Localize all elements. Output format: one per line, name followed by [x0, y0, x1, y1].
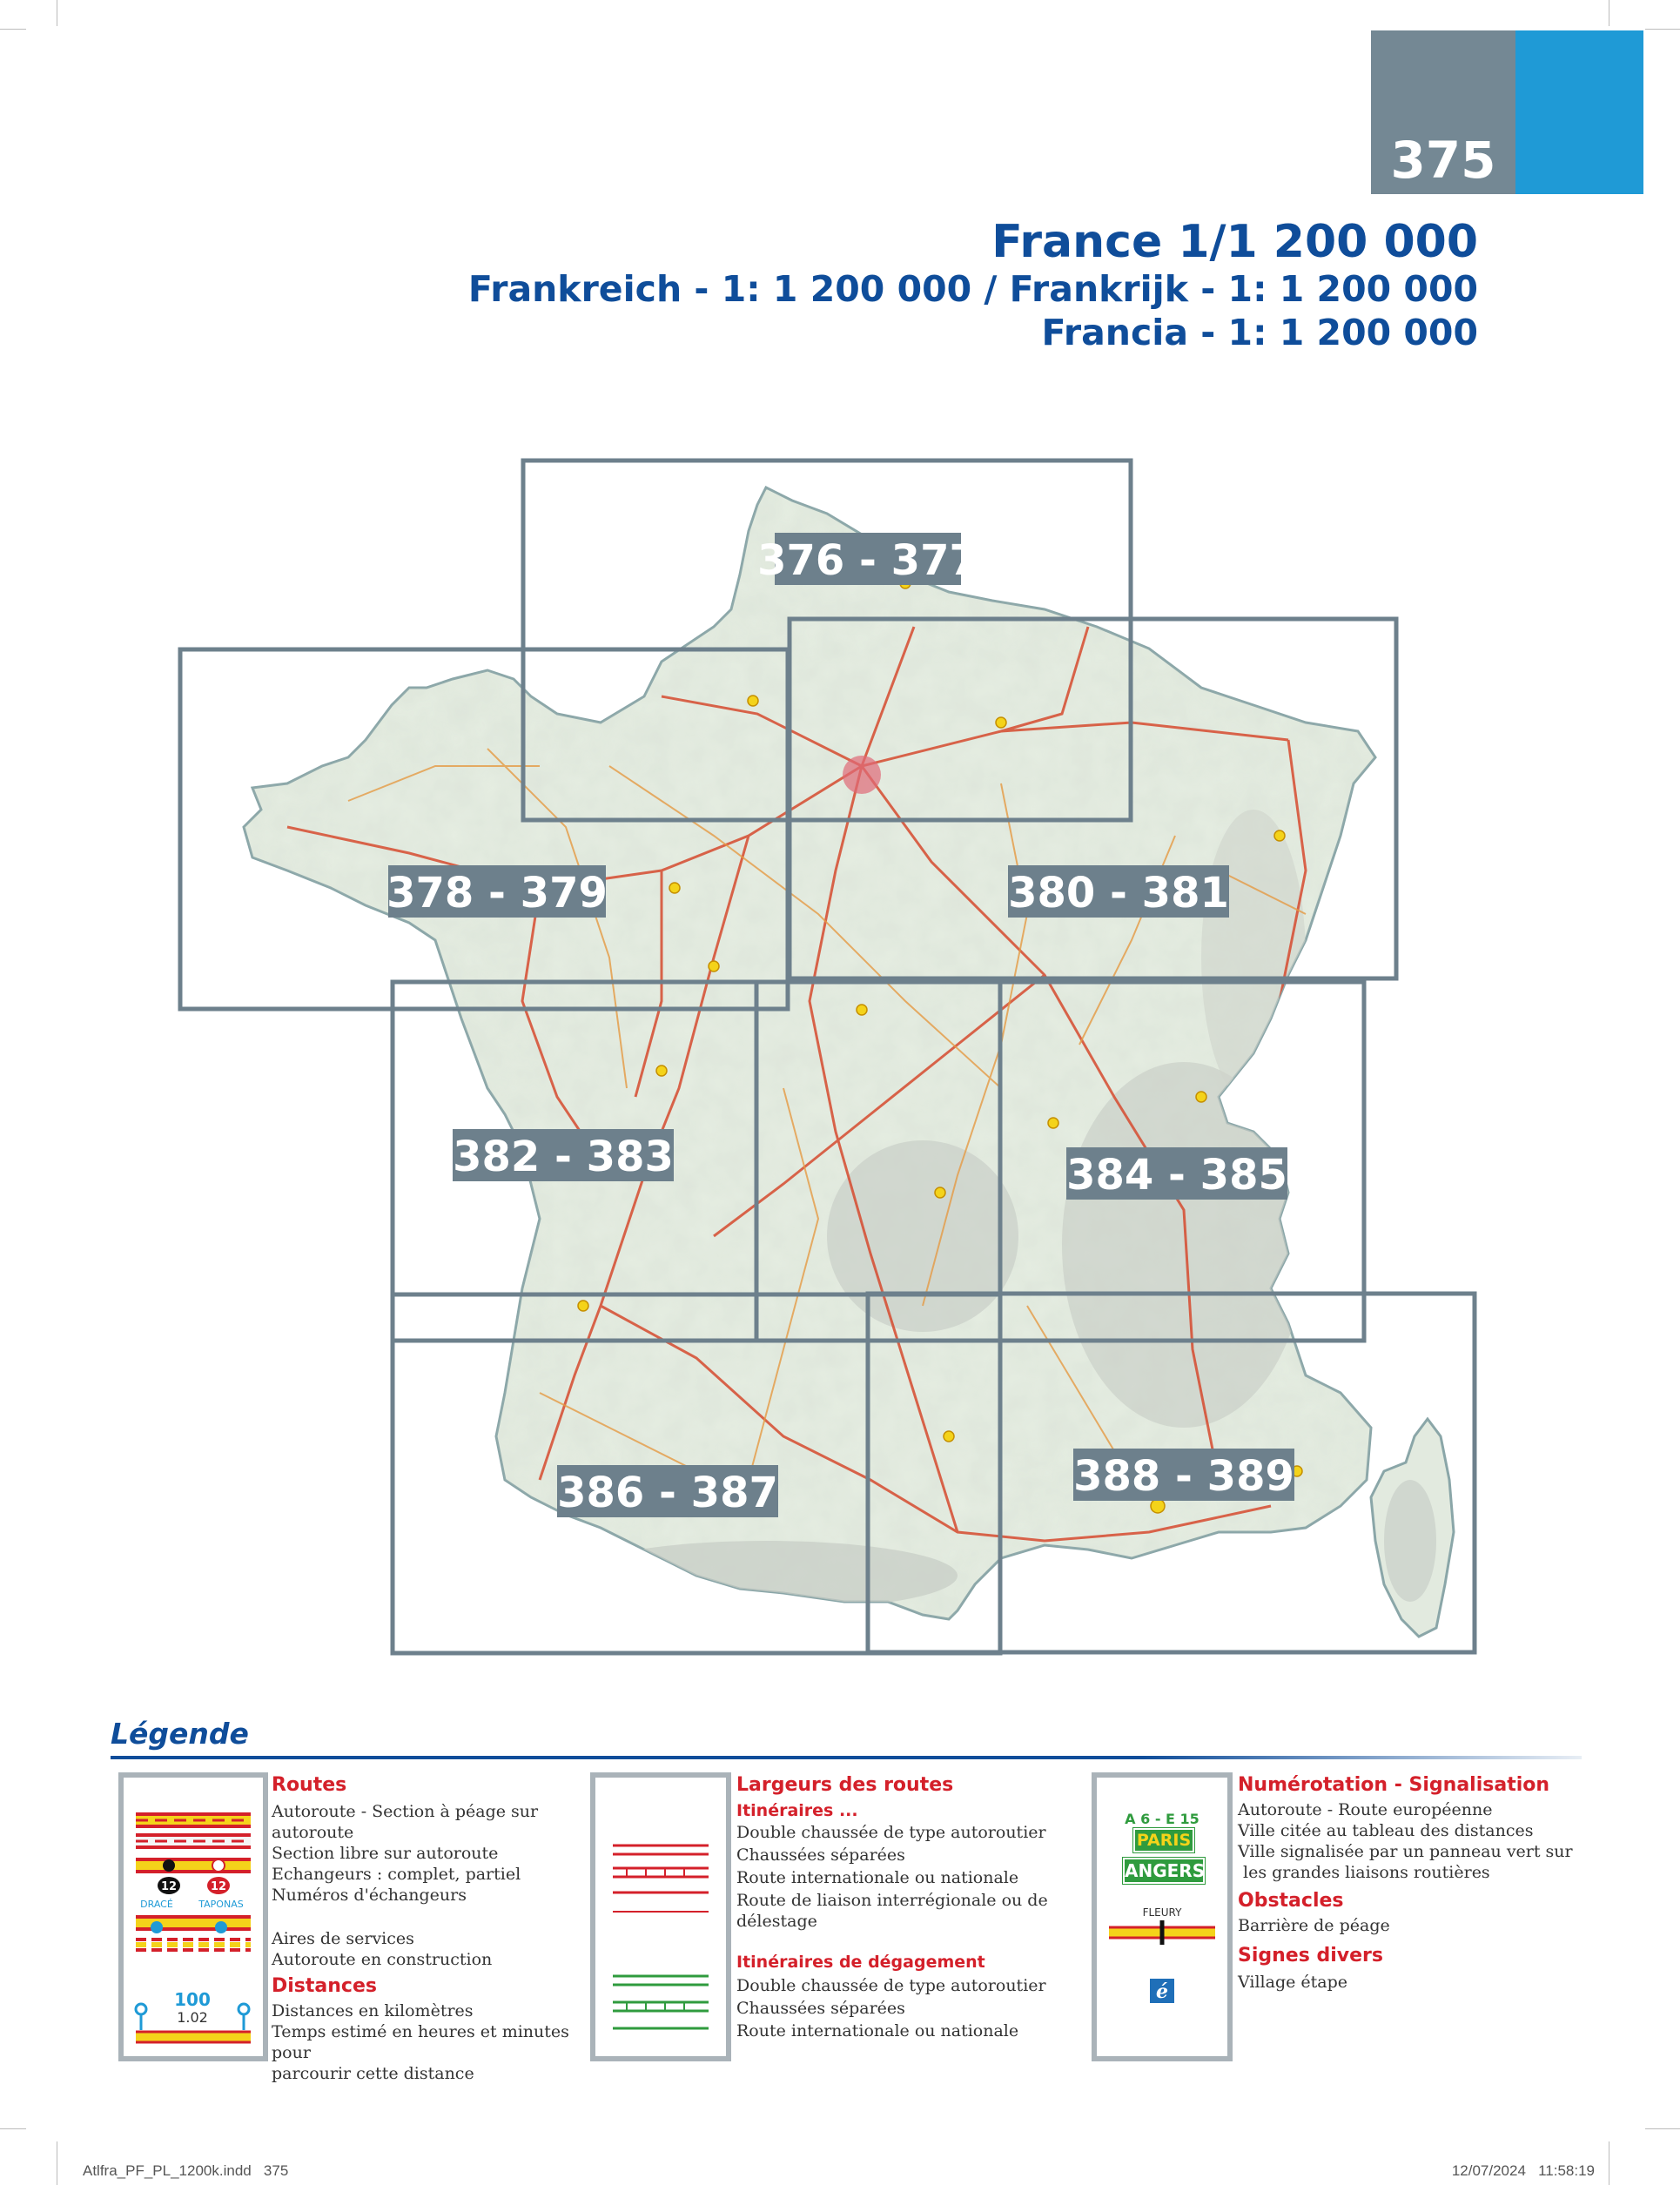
legend-signs-text	[1238, 1774, 1586, 1993]
tile-label-text: 384 - 385	[1066, 1151, 1287, 1200]
legend-rule	[111, 1756, 1582, 1759]
legend-numerotation-heading: Numérotation - Signalisation	[1238, 1774, 1550, 1796]
legend-item: Route internationale ou nationale	[736, 1868, 1019, 1887]
legend-itineraires-heading: Itinéraires ...	[736, 1801, 858, 1820]
page-subtitle-german-dutch: Frankreich - 1: 1 200 000 / Frankrijk - 1: 1 200 000	[467, 268, 1478, 310]
motorway-construction-symbol	[136, 1940, 251, 1950]
exit-number-symbol	[158, 1877, 230, 1894]
legend-item: Ville citée au tableau des distances	[1238, 1821, 1534, 1840]
legend-item: Autoroute en construction	[272, 1950, 493, 1969]
legend-degagement-heading: Itinéraires de dégagement	[736, 1953, 985, 1972]
road-width-symbols	[595, 1778, 726, 2056]
tile-label-text: 378 - 379	[386, 869, 608, 918]
exit-number-partial: 12	[210, 1880, 227, 1893]
legend-distances-heading: Distances	[272, 1975, 377, 1997]
legend-item: Route internationale ou nationale	[736, 2021, 1019, 2040]
tile-label-382-383[interactable]	[453, 1129, 674, 1181]
city-sign-paris: PARIS	[1133, 1828, 1194, 1852]
green-road-widths	[613, 1976, 709, 2028]
legend-item: Temps estimé en heures et minutes pour	[272, 2022, 569, 2062]
distance-time-sample: 1.02	[177, 2009, 208, 2026]
toll-barrier-symbol	[1097, 1920, 1227, 1946]
legend-signs-symbol-box	[1092, 1772, 1233, 2061]
tile-label-text: 380 - 381	[1008, 869, 1229, 918]
legend-item: Echangeurs : complet, partiel	[272, 1865, 521, 1884]
legend-item: Village étape	[1238, 1973, 1348, 1992]
distance-km-sample: 100	[174, 1989, 211, 2010]
tile-label-378-379[interactable]	[386, 865, 608, 918]
legend-signes-heading: Signes divers	[1238, 1945, 1383, 1966]
exit-number-complete: 12	[160, 1880, 178, 1893]
tile-label-text: 386 - 387	[557, 1469, 778, 1517]
service-area-name: DRACÉ	[140, 1899, 173, 1910]
page-number: 375	[1390, 131, 1496, 190]
legend-item: Route de liaison interrégionale ou de délestage	[736, 1891, 1048, 1931]
legend-largeurs-text	[736, 1774, 1102, 2041]
legend-obstacles-heading: Obstacles	[1238, 1890, 1344, 1912]
tile-label-386-387[interactable]	[557, 1465, 778, 1517]
road-number-sign: A 6 - E 15	[1125, 1811, 1200, 1827]
legend-largeurs-heading: Largeurs des routes	[736, 1774, 954, 1796]
page-title: France 1/1 200 000	[991, 216, 1478, 268]
page-subtitle-spanish: Francia - 1: 1 200 000	[1041, 312, 1478, 353]
legend-item: Ville signalisée par un panneau vert sur	[1238, 1842, 1573, 1861]
footer-file: Atlfra_PF_PL_1200k.indd 375	[83, 2162, 289, 2179]
tile-label-380-381[interactable]	[1008, 865, 1229, 918]
tile-label-384-385[interactable]	[1066, 1147, 1287, 1200]
tile-label-376-377[interactable]	[757, 533, 978, 585]
village-etape-icon	[1149, 1978, 1175, 2004]
tile-label-text: 376 - 377	[757, 536, 978, 585]
legend-item: Barrière de péage	[1238, 1916, 1390, 1935]
footer-datetime: 12/07/2024 11:58:19	[1451, 2162, 1595, 2179]
legend-item: Double chaussée de type autoroutier	[736, 1976, 1046, 1995]
legend-routes-text	[272, 1774, 585, 2084]
legend-item: Distances en kilomètres	[272, 2001, 474, 2020]
legend-item: Chaussées séparées	[736, 1999, 905, 2018]
legend-largeurs-symbol-box	[590, 1772, 731, 2061]
legend-routes-heading: Routes	[272, 1774, 347, 1796]
interchange-symbol	[136, 1859, 251, 1872]
legend-routes-symbol-box	[118, 1772, 268, 2061]
service-area-symbol	[136, 1899, 251, 1933]
city-sign-angers: ANGERS	[1123, 1858, 1205, 1884]
tile-label-text: 388 - 389	[1073, 1452, 1294, 1501]
tile-label-388-389[interactable]	[1073, 1449, 1294, 1501]
legend-item: Aires de services	[272, 1929, 414, 1948]
routes-symbols	[124, 1778, 263, 2056]
paris-area	[843, 756, 881, 794]
legend-title: Légende	[111, 1717, 249, 1751]
legend-item: parcourir cette distance	[272, 2064, 474, 2083]
legend-item: Chaussées séparées	[736, 1845, 905, 1865]
red-road-widths	[613, 1845, 709, 1912]
service-area-name: TAPONAS	[198, 1899, 244, 1910]
toll-motorway-symbol	[136, 1814, 251, 1826]
distance-symbol	[136, 1989, 251, 2042]
svg-text:é: é	[1156, 1980, 1168, 2003]
legend-item: Autoroute - Route européenne	[1238, 1800, 1493, 1819]
legend-item: Autoroute - Section à péage sur autoroute	[272, 1802, 539, 1842]
legend-item: Double chaussée de type autoroutier	[736, 1823, 1046, 1842]
legend-item: Numéros d'échangeurs	[272, 1886, 467, 1905]
toll-name: FLEURY	[1142, 1906, 1182, 1919]
free-motorway-symbol	[136, 1835, 251, 1847]
legend-item: les grandes liaisons routières	[1243, 1863, 1490, 1882]
legend-item: Section libre sur autoroute	[272, 1844, 499, 1863]
tile-label-text: 382 - 383	[453, 1133, 674, 1181]
